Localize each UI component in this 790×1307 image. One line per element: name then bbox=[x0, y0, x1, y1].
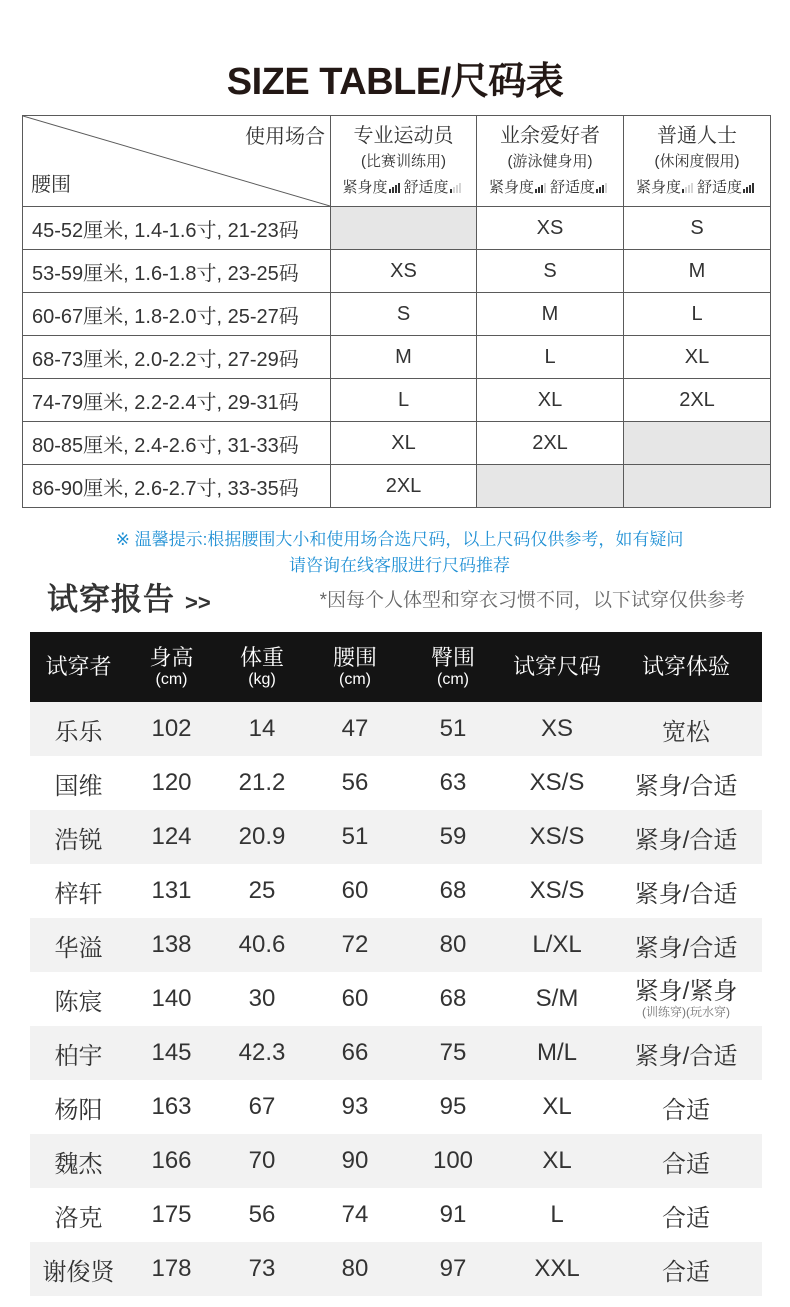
tester-stature: 140 bbox=[151, 985, 192, 1012]
trial-table-head bbox=[30, 632, 762, 702]
tester-waist: 47 bbox=[308, 702, 402, 756]
tester-hip: 51 bbox=[402, 702, 504, 756]
comfort-label: 舒适度 bbox=[550, 179, 596, 196]
trial-report-table bbox=[30, 632, 762, 1296]
fit-indicators bbox=[331, 177, 476, 199]
size-tip bbox=[9, 527, 790, 579]
signal-bar bbox=[599, 187, 601, 193]
tester-weight: 30 bbox=[248, 985, 276, 1012]
tester-waist: 72 bbox=[308, 918, 402, 972]
tester-waist: 56 bbox=[341, 769, 369, 796]
waist-range-cell: 74-79厘米, 2.2-2.4寸, 29-31码 bbox=[23, 379, 331, 422]
signal-bar bbox=[544, 183, 546, 193]
trial-row bbox=[30, 1242, 762, 1296]
trial-row bbox=[30, 972, 762, 1026]
size-row bbox=[23, 422, 771, 465]
header-unit: (cm) bbox=[339, 671, 371, 688]
fit-experience-text: 紧身/紧身 bbox=[634, 978, 738, 1005]
size-cell-casual: L bbox=[624, 293, 771, 336]
signal-bar bbox=[605, 183, 607, 193]
tester-name: 杨阳 bbox=[54, 1096, 103, 1124]
signal-bar bbox=[749, 185, 751, 193]
tester-waist: 60 bbox=[341, 985, 369, 1012]
size-cell-casual bbox=[624, 465, 771, 508]
tester-stature: 166 bbox=[127, 1134, 216, 1188]
corner-header bbox=[23, 116, 330, 206]
usage-header-pro-athlete bbox=[331, 116, 477, 207]
tightness-label: 紧身度 bbox=[342, 179, 388, 196]
header-fit-experience bbox=[610, 632, 762, 702]
fit-experience: 合适 bbox=[610, 1242, 762, 1296]
usage-name: 专业运动员 bbox=[353, 125, 454, 147]
tried-size: M/L bbox=[504, 1026, 610, 1080]
comfort-level-icon bbox=[450, 182, 461, 193]
tried-size: S/M bbox=[535, 985, 579, 1012]
usage-name: 业余爱好者 bbox=[500, 125, 600, 147]
tightness-level-icon bbox=[389, 182, 400, 193]
header-tester bbox=[30, 632, 127, 702]
header-label: 身高 bbox=[149, 645, 194, 670]
size-tip-line: ※ 温馨提示:根据腰围大小和使用场合选尺码，以上尺码仅供参考，如有疑问 bbox=[115, 530, 684, 549]
tester-name: 乐乐 bbox=[30, 702, 127, 756]
trial-report-note: *因每个人体型和穿衣习惯不同，以下试穿仅供参考 bbox=[319, 590, 745, 611]
tester-waist: 74 bbox=[341, 1201, 369, 1228]
signal-bar bbox=[743, 189, 745, 193]
usage-axis-label: 使用场合 bbox=[245, 126, 325, 148]
tester-weight: 42.3 bbox=[216, 1026, 308, 1080]
tried-size: XS/S bbox=[529, 877, 585, 904]
header-weight bbox=[216, 632, 308, 702]
size-cell-amateur: XS bbox=[477, 207, 624, 250]
signal-bar bbox=[685, 187, 687, 193]
tester-hip: 80 bbox=[402, 918, 504, 972]
tester-stature: 102 bbox=[127, 702, 216, 756]
trial-table-body bbox=[30, 702, 762, 1296]
size-cell-casual: XL bbox=[624, 336, 771, 379]
size-cell-amateur: L bbox=[477, 336, 624, 379]
header-label: 臀围 bbox=[430, 645, 475, 670]
fit-experience: 合适 bbox=[610, 1134, 762, 1188]
header-label: 腰围 bbox=[332, 645, 377, 670]
tester-name: 国维 bbox=[54, 772, 103, 800]
signal-bar bbox=[389, 189, 391, 193]
signal-bar bbox=[541, 185, 543, 193]
tester-weight: 70 bbox=[216, 1134, 308, 1188]
tried-size: XL bbox=[504, 1134, 610, 1188]
fit-experience: 紧身/合适 bbox=[610, 1026, 762, 1080]
size-cell-pro-athlete: XS bbox=[331, 250, 477, 293]
fit-experience: 宽松 bbox=[610, 702, 762, 756]
fit-experience: 紧身/合适 bbox=[610, 810, 762, 864]
tester-waist: 80 bbox=[308, 1242, 402, 1296]
tester-hip: 100 bbox=[402, 1134, 504, 1188]
tester-weight: 40.6 bbox=[216, 918, 308, 972]
tester-stature: 138 bbox=[127, 918, 216, 972]
corner-header-cell bbox=[23, 116, 331, 207]
signal-bar bbox=[602, 185, 604, 193]
header-unit: (cm) bbox=[437, 671, 469, 688]
size-cell-casual: 2XL bbox=[624, 379, 771, 422]
tester-name: 华溢 bbox=[30, 918, 127, 972]
header-label: 体重 bbox=[239, 645, 284, 670]
tightness-label: 紧身度 bbox=[635, 179, 681, 196]
tried-size: XS/S bbox=[504, 810, 610, 864]
tightness-level-icon bbox=[535, 182, 546, 193]
trial-row bbox=[30, 702, 762, 756]
size-tip-line: 请咨询在线客服进行尺码推荐 bbox=[289, 556, 510, 575]
trial-row bbox=[30, 1188, 762, 1242]
size-row bbox=[23, 465, 771, 508]
tried-size: L bbox=[550, 1201, 564, 1228]
comfort-label: 舒适度 bbox=[403, 179, 449, 196]
tried-size: XS bbox=[504, 702, 610, 756]
fit-experience bbox=[610, 972, 762, 1026]
trial-row bbox=[30, 810, 762, 864]
signal-bar bbox=[395, 185, 397, 193]
signal-bar bbox=[752, 183, 754, 193]
header-hip bbox=[402, 632, 504, 702]
tester-waist: 60 bbox=[341, 877, 369, 904]
size-cell-casual bbox=[624, 422, 771, 465]
waist-range-cell: 68-73厘米, 2.0-2.2寸, 27-29码 bbox=[23, 336, 331, 379]
tester-weight: 25 bbox=[248, 877, 276, 904]
tester-hip: 68 bbox=[439, 877, 467, 904]
signal-bar bbox=[535, 189, 537, 193]
size-cell-amateur: S bbox=[477, 250, 624, 293]
waist-range-cell: 80-85厘米, 2.4-2.6寸, 31-33码 bbox=[23, 422, 331, 465]
signal-bar bbox=[538, 187, 540, 193]
tester-weight: 73 bbox=[216, 1242, 308, 1296]
tester-hip: 91 bbox=[439, 1201, 467, 1228]
tester-name: 柏宇 bbox=[30, 1026, 127, 1080]
header-label: 试穿者 bbox=[45, 654, 112, 679]
waist-axis-label: 腰围 bbox=[31, 174, 71, 196]
tester-hip: 63 bbox=[439, 769, 467, 796]
usage-purpose: (比赛训练用) bbox=[361, 153, 446, 170]
signal-bar bbox=[456, 185, 458, 193]
tried-size: XXL bbox=[504, 1242, 610, 1296]
tester-stature: 175 bbox=[151, 1201, 192, 1228]
tester-weight: 20.9 bbox=[216, 810, 308, 864]
header-unit: (cm) bbox=[155, 671, 188, 688]
trial-row bbox=[30, 1080, 762, 1134]
tester-name: 谢俊贤 bbox=[30, 1242, 127, 1296]
waist-range-cell: 86-90厘米, 2.6-2.7寸, 33-35码 bbox=[23, 465, 331, 508]
waist-range-cell: 53-59厘米, 1.6-1.8寸, 23-25码 bbox=[23, 250, 331, 293]
tester-waist: 93 bbox=[341, 1093, 369, 1120]
trial-row bbox=[30, 918, 762, 972]
fit-experience: 合适 bbox=[662, 1096, 710, 1124]
tester-weight: 14 bbox=[216, 702, 308, 756]
trial-row bbox=[30, 756, 762, 810]
size-cell-amateur: M bbox=[477, 293, 624, 336]
signal-bar bbox=[398, 183, 400, 193]
fit-experience: 紧身/合适 bbox=[634, 880, 738, 908]
size-row bbox=[23, 293, 771, 336]
tester-waist: 66 bbox=[308, 1026, 402, 1080]
fit-experience: 合适 bbox=[662, 1204, 710, 1232]
usage-header-casual bbox=[624, 116, 771, 207]
comfort-level-icon bbox=[743, 182, 754, 193]
tester-stature: 120 bbox=[151, 769, 192, 796]
tester-stature: 145 bbox=[127, 1026, 216, 1080]
tester-stature: 163 bbox=[151, 1093, 192, 1120]
header-label: 试穿尺码 bbox=[512, 654, 601, 679]
size-cell-casual: M bbox=[624, 250, 771, 293]
waist-range-cell: 60-67厘米, 1.8-2.0寸, 25-27码 bbox=[23, 293, 331, 336]
size-cell-amateur: XL bbox=[477, 379, 624, 422]
tester-stature: 178 bbox=[127, 1242, 216, 1296]
signal-bar bbox=[453, 187, 455, 193]
signal-bar bbox=[596, 189, 598, 193]
signal-bar bbox=[459, 183, 461, 193]
trial-row bbox=[30, 1134, 762, 1188]
tester-weight: 56 bbox=[248, 1201, 276, 1228]
size-header-row bbox=[23, 116, 771, 207]
size-cell-casual: S bbox=[624, 207, 771, 250]
page-title: SIZE TABLE/尺码表 bbox=[226, 61, 564, 103]
tester-name: 洛克 bbox=[54, 1204, 103, 1232]
usage-purpose: (游泳健身用) bbox=[507, 153, 593, 170]
fit-indicators bbox=[477, 177, 623, 199]
size-cell-pro-athlete: S bbox=[331, 293, 477, 336]
trial-report-heading bbox=[47, 580, 211, 620]
usage-purpose: (休闲度假用) bbox=[654, 153, 740, 170]
tester-waist: 51 bbox=[308, 810, 402, 864]
size-cell-pro-athlete bbox=[331, 207, 477, 250]
header-unit: (kg) bbox=[248, 671, 276, 688]
tester-waist: 90 bbox=[308, 1134, 402, 1188]
signal-bar bbox=[688, 185, 690, 193]
header-label: 试穿体验 bbox=[641, 654, 730, 679]
signal-bar bbox=[450, 189, 452, 193]
tried-size: XL bbox=[542, 1093, 572, 1120]
size-table-body bbox=[23, 207, 771, 508]
tester-hip: 59 bbox=[402, 810, 504, 864]
trial-row bbox=[30, 864, 762, 918]
tester-stature: 131 bbox=[151, 877, 192, 904]
header-waist bbox=[308, 632, 402, 702]
signal-bar bbox=[392, 187, 394, 193]
fit-experience-note: (训练穿)(玩水穿) bbox=[642, 1005, 730, 1019]
header-size-tried bbox=[504, 632, 610, 702]
size-row bbox=[23, 379, 771, 422]
usage-name: 普通人士 bbox=[657, 125, 737, 147]
signal-bar bbox=[746, 187, 748, 193]
tester-hip: 95 bbox=[439, 1093, 467, 1120]
fit-experience: 紧身/合适 bbox=[610, 918, 762, 972]
tester-hip: 75 bbox=[402, 1026, 504, 1080]
comfort-label: 舒适度 bbox=[697, 179, 743, 196]
tried-size: XS/S bbox=[529, 769, 585, 796]
tried-size: L/XL bbox=[504, 918, 610, 972]
usage-header-amateur bbox=[477, 116, 624, 207]
size-cell-pro-athlete: L bbox=[331, 379, 477, 422]
trial-report-title: 试穿报告 bbox=[47, 582, 175, 617]
size-table bbox=[22, 115, 771, 508]
fit-indicators bbox=[624, 177, 770, 199]
tester-weight: 67 bbox=[248, 1093, 276, 1120]
tester-name: 浩锐 bbox=[30, 810, 127, 864]
trial-header-row bbox=[30, 632, 762, 702]
size-cell-amateur bbox=[477, 465, 624, 508]
tester-name: 陈宸 bbox=[54, 988, 103, 1016]
tester-stature: 124 bbox=[127, 810, 216, 864]
fit-experience: 紧身/合适 bbox=[634, 772, 738, 800]
tester-weight: 21.2 bbox=[238, 769, 286, 796]
size-row bbox=[23, 250, 771, 293]
tightness-level-icon bbox=[682, 182, 693, 193]
size-cell-amateur: 2XL bbox=[477, 422, 624, 465]
tightness-label: 紧身度 bbox=[488, 179, 534, 196]
size-cell-pro-athlete: M bbox=[331, 336, 477, 379]
header-stature bbox=[127, 632, 216, 702]
signal-bar bbox=[682, 189, 684, 193]
comfort-level-icon bbox=[596, 182, 607, 193]
size-cell-pro-athlete: 2XL bbox=[331, 465, 477, 508]
trial-row bbox=[30, 1026, 762, 1080]
tester-hip: 97 bbox=[402, 1242, 504, 1296]
waist-range-cell: 45-52厘米, 1.4-1.6寸, 21-23码 bbox=[23, 207, 331, 250]
tester-hip: 68 bbox=[439, 985, 467, 1012]
size-cell-pro-athlete: XL bbox=[331, 422, 477, 465]
signal-bar bbox=[691, 183, 693, 193]
double-arrow-icon: >> bbox=[185, 590, 211, 615]
size-row bbox=[23, 336, 771, 379]
size-row bbox=[23, 207, 771, 250]
size-table-head bbox=[23, 116, 771, 207]
tester-name: 梓轩 bbox=[54, 880, 103, 908]
tester-name: 魏杰 bbox=[30, 1134, 127, 1188]
